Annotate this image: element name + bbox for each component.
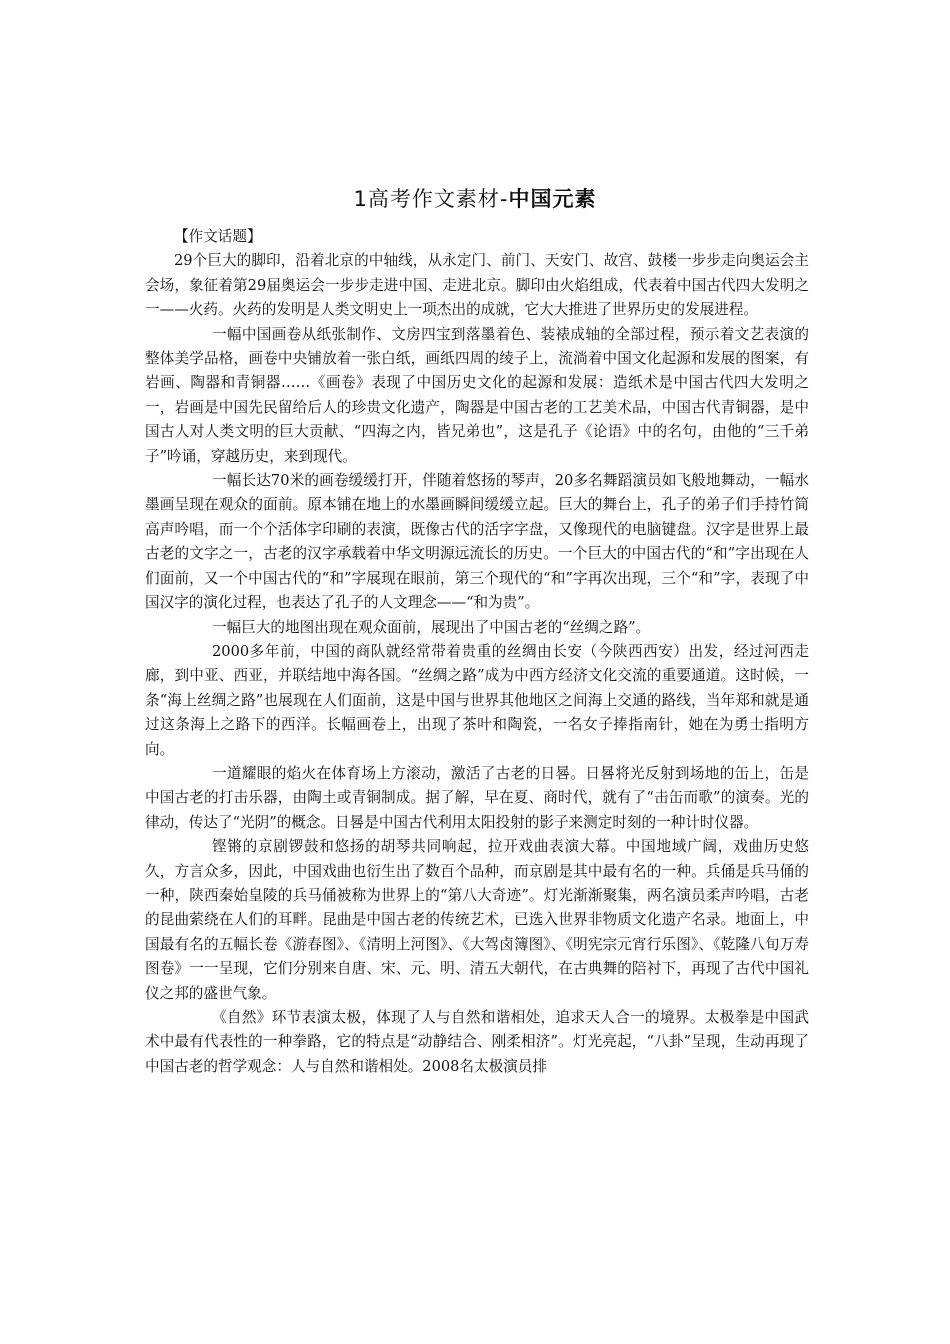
paragraph-3: 一幅长达70米的画卷缓缓打开，伴随着悠扬的琴声，20多名舞蹈演员如飞般地舞动，一幅水墨画呈现在观众的面前。原本铺在地上的水墨画瞬间缓缓立起。巨大的舞台上，孔子的弟子们手持竹简高声吟唱，而一个个活体字印刷的表演，既像古代的活字字盘，又像现代的电脑键盘。汉字是世界上最古老的文字之一，古老的汉字承载着中华文明源远流长的历史。一个巨大的中国古代的“和”字出现在人们面前，又一个中国古代的“和”字展现在眼前，第三个现代的“和”字再次出现，三个“和”字，表现了中国汉字的演化过程，也表达了孔子的人文理念——“和为贵”。	[145, 472, 809, 612]
paragraph-1: 29个巨大的脚印，沿着北京的中轴线，从永定门、前门、天安门、故宫、鼓楼一步步走向奥运会主会场，象征着第29届奥运会一步步走进中国、走进北京。脚印由火焰组成，代表着中国古代四大发明之一——火药。火药的发明是人类文明史上一项杰出的成就，它大大推进了世界历史的发展进程。	[145, 252, 809, 319]
paragraph-8: 《自然》环节表演太极，体现了人与自然和谐相处，追求天人合一的境界。太极拳是中国武术中最有代表性的一种拳路，它的特点是“动静结合、刚柔相济”。灯光亮起，“八卦”呈现，生动再现了中国古老的哲学观念：人与自然和谐相处。2008名太极演员排	[145, 1009, 809, 1075]
document-title	[0, 184, 950, 214]
title-main: 中国元素	[508, 187, 597, 211]
paragraph-5: 2000多年前，中国的商队就经常带着贵重的丝绸由长安（今陕西西安）出发，经过河西走廊，到中亚、西亚，并联结地中海各国。“丝绸之路”成为中西方经济文化交流的重要通道。这时候，一条“海上丝绸之路”也展现在人们面前，这是中国与世界其他地区之间海上交通的路线，当年郑和就是通过这条海上之路下的西洋。长幅画卷上，出现了茶叶和陶瓷，一名女子捧指南针，她在为勇士指明方向。	[145, 642, 809, 758]
document-body	[145, 225, 809, 1079]
section-heading: 【作文话题】	[174, 228, 262, 245]
paragraph-7: 铿锵的京剧锣鼓和悠扬的胡琴共同响起，拉开戏曲表演大幕。中国地域广阔，戏曲历史悠久，方言众多，因此，中国戏曲也衍生出了数百个品种，而京剧是其中最有名的一种。兵俑是兵马俑的一种，陕西秦始皇陵的兵马俑被称为世界上的“第八大奇迹”。灯光渐渐聚集，两名演员柔声吟唱，古老的昆曲萦绕在人们的耳畔。昆曲是中国古老的传统艺术，已选入世界非物质文化遗产名录。地面上，中国最有名的五幅长卷《游春图》、《清明上河图》、《大驾卤簿图》、《明宪宗元宵行乐图》、《乾隆八旬万寿图卷》一一呈现，它们分别来自唐、宋、元、明、清五大朝代，在古典舞的陪衬下，再现了古代中国礼仪之邦的盛世气象。	[145, 838, 809, 1002]
paragraph-2: 一幅中国画卷从纸张制作、文房四宝到落墨着色、装裱成轴的全部过程，预示着文艺表演的整体美学品格，画卷中央铺放着一张白纸，画纸四周的绫子上，流淌着中国文化起源和发展的图案，有岩画、陶器和青铜器……《画卷》表现了中国历史文化的起源和发展：造纸术是中国古代四大发明之一，岩画是中国先民留给后人的珍贵文化遗产，陶器是中国古老的工艺美术品，中国古代青铜器，是中国古人对人类文明的巨大贡献、“四海之内，皆兄弟也”，这是孔子《论语》中的名句，由他的“三千弟子”吟诵，穿越历史，来到现代。	[145, 325, 809, 465]
paragraph-6: 一道耀眼的焰火在体育场上方滚动，激活了古老的日晷。日晷将光反射到场地的缶上，缶是中国古老的打击乐器，由陶土或青铜制成。据了解，早在夏、商时代，就有了“击缶而歌”的演奏。光的律动，传达了“光阴”的概念。日晷是中国古代利用太阳投射的影子来测定时刻的一种计时仪器。	[145, 764, 809, 831]
title-prefix: 1高考作文素材-	[353, 187, 509, 211]
paragraph-4: 一幅巨大的地图出现在观众面前，展现出了中国古老的“丝绸之路”。	[212, 618, 651, 636]
